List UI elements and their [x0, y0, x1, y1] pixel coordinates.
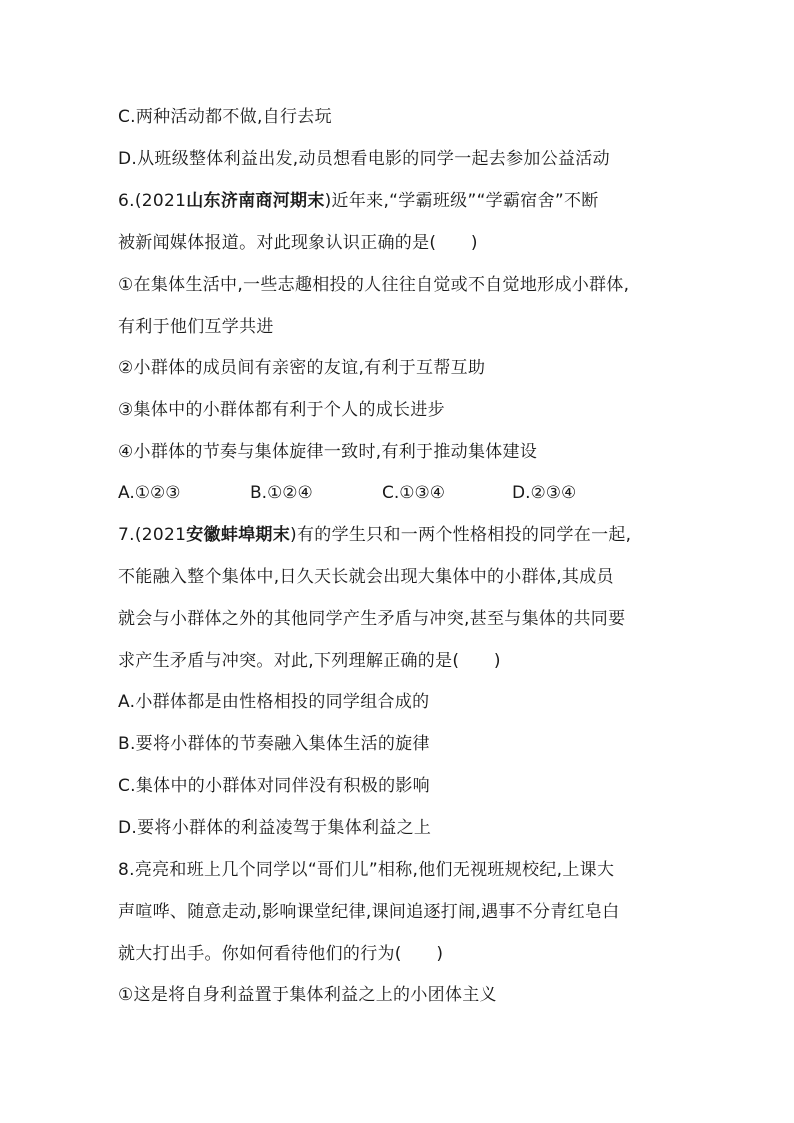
q6-item2: ②小群体的成员间有亲密的友谊,有利于互帮互助 — [118, 358, 486, 378]
q6-option-d: D.②③④ — [512, 483, 577, 503]
q6-stem-line2: 被新闻媒体报道。对此现象认识正确的是( ) — [118, 233, 478, 253]
q6-stem-line1 — [118, 190, 599, 212]
q5-option-c: C.两种活动都不做,自行去玩 — [118, 107, 332, 127]
q7-stem-text: )有的学生只和一两个性格相投的同学在一起, — [290, 525, 632, 545]
q6-item1-line1: ①在集体生活中,一些志趣相投的人往往自觉或不自觉地形成小群体, — [118, 275, 630, 295]
q7-option-c: C.集体中的小群体对同伴没有积极的影响 — [118, 776, 430, 796]
q6-option-b: B.①②④ — [250, 483, 313, 503]
q6-option-a: A.①②③ — [118, 483, 181, 503]
q7-number: 7.(2021 — [118, 525, 187, 545]
q7-stem-line2: 不能融入整个集体中,日久天长就会出现大集体中的小群体,其成员 — [118, 567, 614, 587]
q8-stem-line2: 声喧哗、随意走动,影响课堂纪律,课间追逐打闹,遇事不分青红皂白 — [118, 902, 620, 922]
q8-item1: ①这是将自身利益置于集体利益之上的小团体主义 — [118, 985, 497, 1005]
q7-stem-line1 — [118, 524, 631, 546]
q7-stem-line3: 就会与小群体之外的其他同学产生矛盾与冲突,甚至与集体的共同要 — [118, 609, 626, 629]
q6-item4: ④小群体的节奏与集体旋律一致时,有利于推动集体建设 — [118, 442, 538, 462]
q5-option-d: D.从班级整体利益出发,动员想看电影的同学一起去参加公益活动 — [118, 149, 610, 169]
q6-stem-text: )近年来,“学霸班级”“学霸宿舍”不断 — [324, 191, 599, 211]
q7-option-b: B.要将小群体的节奏融入集体生活的旋律 — [118, 734, 430, 754]
q8-stem-line1: 8.亮亮和班上几个同学以“哥们儿”相称,他们无视班规校纪,上课大 — [118, 860, 615, 880]
q6-item1-line2: 有利于他们互学共进 — [118, 317, 274, 337]
q6-item3: ③集体中的小群体都有利于个人的成长进步 — [118, 400, 445, 420]
q6-number: 6.(2021 — [118, 191, 187, 211]
q7-source: 安徽蚌埠期末 — [186, 525, 291, 545]
q8-stem-line3: 就大打出手。你如何看待他们的行为( ) — [118, 944, 444, 964]
q6-option-c: C.①③④ — [382, 483, 445, 503]
q6-source: 山东济南商河期末 — [186, 191, 325, 211]
q7-stem-line4: 求产生矛盾与冲突。对此,下列理解正确的是( ) — [118, 651, 501, 671]
q7-option-a: A.小群体都是由性格相投的同学组合成的 — [118, 692, 430, 712]
q7-option-d: D.要将小群体的利益凌驾于集体利益之上 — [118, 818, 432, 838]
